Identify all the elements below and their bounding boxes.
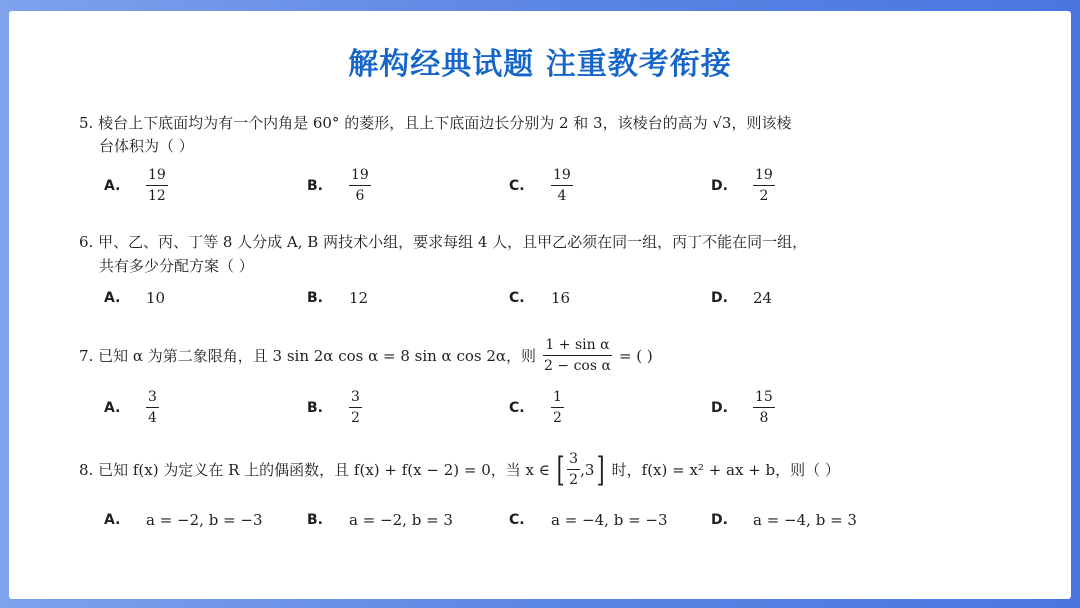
q5-option-a[interactable] (104, 167, 168, 204)
option-fraction: $\frac{19}{4}$ (553, 167, 571, 205)
q8-option-a[interactable] (104, 511, 263, 529)
q7-stem (79, 337, 653, 374)
option-fraction: $\frac{1}{2}$ (553, 389, 562, 427)
q8-interval-fraction: $\frac{3}{2}$ (569, 451, 579, 489)
q7-option-c[interactable] (509, 389, 564, 426)
option-fraction: $\frac{19}{12}$ (148, 167, 166, 205)
q8-stem (79, 451, 840, 488)
q8-option-d[interactable] (711, 511, 857, 529)
option-value: 16 (551, 289, 571, 307)
option-letter: B. (307, 512, 323, 528)
q5-stem-line2: 台体积为（ ） (99, 137, 194, 155)
slide-canvas (9, 11, 1071, 599)
option-fraction: $\frac{19}{2}$ (755, 167, 773, 205)
option-letter: A. (104, 399, 121, 416)
option-letter: B. (307, 290, 323, 306)
q7-option-d[interactable] (711, 389, 775, 426)
q7-option-a[interactable] (104, 389, 159, 426)
q8-interval-right: ,3 (580, 460, 595, 479)
option-letter: C. (509, 290, 525, 306)
option-value: a = −4, b = −3 (551, 511, 668, 529)
q8-stem-text: 8. 已知 f(x) 为定义在 R 上的偶函数，且 f(x) + f(x − 2) = 0，当 x ∈ (79, 461, 550, 480)
option-fraction: $\frac{19}{6}$ (351, 167, 369, 205)
option-value: 12 (349, 289, 369, 307)
option-letter: B. (307, 399, 323, 416)
q5-stem-line1: 5. 棱台上下底面均为有一个内角是 60° 的菱形，且上下底面边长分别为 2 和 3，该棱台的高为 √3，则该棱 (79, 114, 792, 132)
q5-option-b[interactable] (307, 167, 371, 204)
option-value: 10 (146, 289, 166, 307)
option-letter: A. (104, 177, 121, 194)
option-value: 24 (753, 289, 773, 307)
right-bracket: ] (597, 449, 605, 490)
q6-stem-line1: 6. 甲、乙、丙、丁等 8 人分成 A, B 两技术小组，要求每组 4 人，且甲乙必须在同一组，丙丁不能在同一组， (79, 233, 808, 251)
option-letter: A. (104, 290, 121, 306)
q6-option-a[interactable] (104, 289, 165, 307)
option-value: a = −2, b = 3 (349, 511, 453, 529)
option-letter: B. (307, 177, 323, 194)
page-title: 解构经典试题 注重教考衔接 (348, 47, 732, 82)
q5-option-d[interactable] (711, 167, 775, 204)
q7-stem-text: 7. 已知 α 为第二象限角，且 3 sin 2α cos α = 8 sin α cos 2α，则 (79, 347, 537, 366)
option-fraction: $\frac{3}{2}$ (351, 389, 360, 427)
option-value: a = −4, b = 3 (753, 511, 857, 529)
option-letter: D. (711, 290, 728, 306)
option-letter: A. (104, 512, 121, 528)
q6-option-b[interactable] (307, 289, 368, 307)
q7-stem-tail: = ( ) (618, 346, 653, 365)
option-letter: D. (711, 399, 728, 416)
q6-option-c[interactable] (509, 289, 570, 307)
q6-option-d[interactable] (711, 289, 772, 307)
option-letter: C. (509, 177, 525, 194)
option-value: a = −2, b = −3 (146, 511, 263, 529)
q7-option-b[interactable] (307, 389, 362, 426)
option-fraction: $\frac{15}{8}$ (755, 389, 773, 427)
q7-expression-fraction: $\frac{\text{1 + sin α}}{\text{2 − cos α}}$ (544, 337, 611, 375)
option-letter: C. (509, 399, 525, 416)
option-letter: D. (711, 177, 728, 194)
option-letter: C. (509, 512, 525, 528)
option-fraction: $\frac{3}{4}$ (148, 389, 157, 427)
q5-option-c[interactable] (509, 167, 573, 204)
left-bracket: [ (556, 449, 565, 490)
q8-option-c[interactable] (509, 511, 668, 529)
option-letter: D. (711, 512, 728, 528)
q8-stem-tail: 时，f(x) = x² + ax + b，则（ ） (611, 461, 840, 480)
q6-stem-line2: 共有多少分配方案（ ） (99, 257, 254, 275)
q8-option-b[interactable] (307, 511, 453, 529)
